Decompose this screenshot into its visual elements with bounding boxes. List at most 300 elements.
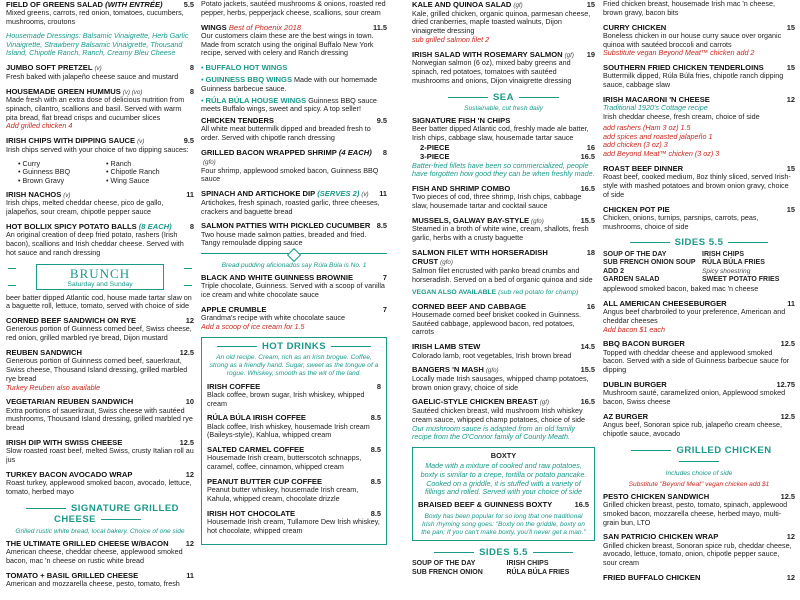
item-price: 8.5 <box>370 445 381 455</box>
menu-item <box>412 216 595 243</box>
wings-award: Best of Phoenix 2018 <box>228 22 302 32</box>
sauce-option: • Curry <box>18 160 106 169</box>
item-description: Artichokes, fresh spinach, roasted garlic, three cheeses, crackers and baguette bread <box>201 197 380 216</box>
item-price: 11 <box>787 298 795 308</box>
item-name-text: IRISH DIP WITH SWISS CHEESE <box>6 437 123 447</box>
item-name-text: CURRY CHICKEN <box>603 22 667 32</box>
land-list <box>412 302 595 442</box>
divider <box>101 519 141 520</box>
diet-badge: (v) <box>137 138 145 146</box>
starters-list <box>6 0 194 155</box>
menu-column-1 <box>6 0 194 600</box>
item-price: 8.5 <box>370 476 381 486</box>
item-addon: Add grilled chicken 4 <box>6 121 73 131</box>
fish-size-price: 16 <box>586 143 595 153</box>
item-name <box>412 248 583 267</box>
item-name-text: HOUSEMADE GREEN HUMMUS <box>6 86 121 96</box>
divider <box>448 97 488 98</box>
item-description: All white meat buttermilk dipped and breaded fresh to order. Served with chipotle ranch dressing <box>201 124 371 143</box>
sides-heading <box>412 547 595 559</box>
sides-title: SIDES 5.5 <box>674 237 724 249</box>
item-name-text: PEANUT BUTTER CUP COFFEE <box>207 476 323 486</box>
sea-title: SEA <box>492 91 515 103</box>
entree-list-continued <box>603 164 795 231</box>
divider <box>631 450 671 451</box>
item-price: 16 <box>586 301 595 311</box>
item-description: Made fresh with an extra dose of delicious nutrition from spinach, cilantro, scallions and basil. Served with warm pita bread, flat bread crisps and cucumber slices <box>6 95 185 122</box>
wing-type-description: Guinness BBQ sauce meets Buffalo wings, sweet and spicy. A top seller! <box>201 95 377 114</box>
item-name-text: SPINACH AND ARTICHOKE DIP <box>201 189 316 199</box>
vegan-note-label: VEGAN ALSO AVAILABLE <box>412 289 497 297</box>
diet-badge: (v) <box>94 65 102 73</box>
menu-item <box>207 382 381 409</box>
sea-list <box>412 184 595 284</box>
sauce-option: • Brown Gravy <box>18 177 106 186</box>
item-description: Roast turkey, applewood smoked bacon, avocado, lettuce, tomato, herbed mayo <box>6 478 192 496</box>
item-note: Traditional 1920's Cottage recipe <box>603 103 708 113</box>
grilled-chicken-note: Substitute "Beyond Meat" vegan chicken add $1 <box>628 480 770 488</box>
item-price: 10 <box>185 397 194 407</box>
brunch-banner <box>6 264 194 292</box>
side-item <box>603 259 696 276</box>
item-addon: sub grilled salmon filet 2 <box>412 34 490 44</box>
item-name-text: SAN PATRICIO CHICKEN WRAP <box>603 532 719 542</box>
hot-drinks-subtitle: An old recipe. Cream, rich as an Irish brogue. Coffee, strong as a friendly hand. Sugar, sweet as the tongue of a rogue. Whiskey, smooth as the wit of the land. <box>209 354 379 378</box>
sides-list <box>603 251 795 285</box>
sides-list <box>412 560 595 577</box>
menu-item <box>412 184 595 211</box>
menu-item <box>412 397 595 442</box>
item-description: An original creation of deep fried potato, rashers (Irish bacon), scallions and Irish cheddar cheese. Served with hot sauce and ranch dressing <box>6 230 184 257</box>
item-name-text: CORNED BEEF AND CABBAGE <box>412 301 527 311</box>
item-price: 12 <box>786 573 795 583</box>
item-name <box>201 148 379 167</box>
item-name-text: APPLE CRUMBLE <box>201 305 267 315</box>
item-row <box>418 500 589 509</box>
divider <box>519 97 559 98</box>
hot-drinks-list <box>207 382 381 536</box>
item-addon: Add bacon $1 each <box>603 324 665 334</box>
item-price: 12 <box>786 532 795 542</box>
wing-type-name: BUFFALO HOT WINGS <box>205 63 288 73</box>
boxty-description: Made with a mixture of cooked and raw potatoes, boxty is similar to a crepe, tortilla or potato pancake. Cooked on a griddle, it is stuffed with a variety of fillings and rolled. Served with your choice of side <box>420 461 587 497</box>
brunch-band <box>36 264 164 290</box>
item-description: Black coffee, brown sugar, Irish whiskey, whipped cream <box>207 389 365 408</box>
item-portion: (4 EACH) <box>338 147 372 157</box>
menu-item <box>603 380 795 407</box>
wing-bullet: • <box>201 74 206 84</box>
item-price: 8 <box>189 63 194 73</box>
item-description: Housemade Irish cream, Tullamore Dew Irish whiskey, hot chocolate, whipped cream <box>207 517 380 535</box>
item-row <box>412 248 595 267</box>
wing-type <box>201 63 387 73</box>
item-name-text: THE ULTIMATE GRILLED CHEESE W/BACON <box>6 538 169 548</box>
item-name-text: SALMON FILET WITH HORSERADISH CRUST <box>412 248 548 267</box>
item-price: 11 <box>379 189 387 199</box>
side-item: RÚLA BÚLA FRIES <box>506 568 570 576</box>
item-name <box>603 573 700 582</box>
grilled-cheese-list <box>6 539 194 589</box>
item-description: Irish chips, melted cheddar cheese, pico de gallo, jalapeños, sour cream, chipotle pepper sauce <box>6 198 164 217</box>
sauce-option: • Ranch <box>106 160 194 169</box>
sea-heading <box>412 92 595 104</box>
item-price: 7 <box>382 305 387 315</box>
menu-item <box>603 0 795 18</box>
item-addon: Add a scoop of ice cream for 1.5 <box>201 322 305 332</box>
item-description: Triple chocolate, Guinness. Served with a scoop of vanilla ice cream and white chocolate sauce <box>201 281 385 300</box>
item-price: 15 <box>786 163 795 173</box>
divider <box>728 242 768 243</box>
side-name: GARDEN SALAD <box>603 276 660 284</box>
divider <box>630 242 670 243</box>
diet-badge: (gf) <box>564 51 574 59</box>
side-item <box>702 259 795 276</box>
diet-badge: (gfo) <box>440 259 453 267</box>
item-price: 15 <box>786 22 795 32</box>
item-price: 15 <box>786 204 795 214</box>
item-price: 12 <box>185 469 194 479</box>
sauce-option: • Guinness BBQ <box>18 168 106 177</box>
salad-list <box>412 0 595 86</box>
item-description: Peanut butter whiskey, housemade Irish cream, Kahula, whipped cream, chocolate drizzle <box>207 485 359 503</box>
item-description: Angus beef, Sonoran spice rub, jalapeño cream cheese, chipotle sauce, avocado <box>603 420 783 438</box>
item-name-text: BLACK AND WHITE GUINNESS BROWNIE <box>201 273 354 283</box>
side-item: SOUP OF THE DAY <box>412 560 476 568</box>
item-description: Locally made Irish sausages, whipped champ potatoes, brown onion gravy, choice of side <box>412 373 589 392</box>
item-description: Extra portions of sauerkraut, Swiss cheese with sautéed mushrooms, Thousand Island dressing, grilled marbled rye bread <box>6 405 193 433</box>
menu-item <box>412 248 595 284</box>
item-name-text: JUMBO SOFT PRETZEL <box>6 63 93 73</box>
item-name-text: IRISH MACARONI 'N CHEESE <box>603 94 710 104</box>
item-description: Housemade Irish cream, butterscotch schnapps, caramel, coffee, cinnamon, whipped cream <box>207 453 362 472</box>
diet-badge: (gfo) <box>485 367 499 375</box>
divider <box>434 552 474 553</box>
brunch-title: BRUNCH <box>69 265 131 281</box>
menu-item <box>201 189 387 216</box>
item-description: Grandma's recipe with white chocolate sauce <box>201 313 345 323</box>
boxty-box <box>412 447 595 541</box>
item-description: Fresh baked with jalapeño cheese sauce and mustard <box>6 71 179 81</box>
menu-column-4 <box>603 0 795 600</box>
menu-item <box>201 221 387 248</box>
menu-item <box>207 445 381 472</box>
menu-item <box>412 365 595 392</box>
side-item <box>603 251 696 260</box>
item-description: Housemade corned beef brisket cooked in Guinness. Sautéed cabbage, applewood bacon, red potatoes, carrots <box>412 309 582 337</box>
item-name-text: MUSSELS, GALWAY BAY-STYLE <box>412 215 530 225</box>
side-description: Spicy shoestring <box>702 267 751 275</box>
wing-bullet: • <box>201 95 206 105</box>
fish-size-label: 3-PIECE <box>420 152 450 162</box>
boxty-note: Boxty has been popular for so long that one traditional Irish rhyming song goes: "Boxty on the griddle, boxty on the pan; If you can't make boxty, you'll never get a man." <box>421 512 586 536</box>
item-portion: (WITH ENTRÉE) <box>105 0 163 9</box>
item-name-text: GAELIC-STYLE CHICKEN BREAST <box>412 397 538 407</box>
dessert-divider <box>201 253 387 259</box>
item-name-text: FIELD OF GREENS SALAD <box>6 0 104 9</box>
item-addon: Turkey Reuben also available <box>6 382 101 392</box>
item-name-text: SALMON PATTIES WITH PICKLED CUCUMBER <box>201 221 371 231</box>
item-name-text: FRIED BUFFALO CHICKEN <box>603 573 701 583</box>
item-name: SIGNATURE FISH 'N CHIPS <box>412 116 511 126</box>
item-description: Norwegian salmon (6 oz), mixed baby greens and spinach, red potatoes, tomatoes with sautéed mushrooms and onions, Dijon vinaigrette dressing <box>412 58 572 85</box>
menu-item <box>603 164 795 200</box>
item-price: 12 <box>185 538 194 548</box>
item-name-text: GRILLED BACON WRAPPED SHRIMP <box>201 147 337 157</box>
grilled-chicken-title: GRILLED CHICKEN <box>676 444 772 456</box>
hot-drinks-box <box>201 337 387 545</box>
item-price: 12 <box>185 316 194 326</box>
item-price: 12 <box>786 94 795 104</box>
fish-size-row <box>420 143 595 152</box>
item-row <box>603 573 795 582</box>
side-name: SUB FRENCH ONION SOUP ADD 2 <box>603 259 696 275</box>
diet-badge: (v) (vo) <box>122 88 143 96</box>
side-name: SWEET POTATO FRIES <box>702 276 780 284</box>
item-description: American cheese, cheddar cheese, applewood smoked bacon, mac 'n cheese on rustic white bread <box>6 547 183 565</box>
item-name-text: IRISH COFFEE <box>207 381 261 391</box>
item-price: 7 <box>382 273 387 283</box>
item-name-text: CHICKEN TENDERS <box>201 116 274 126</box>
menu-item <box>207 509 381 536</box>
item-description: Fried chicken breast, housemade Irish mac 'n cheese, brown gravy, bacon bits <box>603 0 775 17</box>
item-description: Chicken, onions, turnips, parsnips, carrots, peas, mushrooms, choice of side <box>603 212 759 231</box>
item-name-text: TOMATO + BASIL GRILLED CHEESE <box>6 570 139 580</box>
fish-size-price: 16.5 <box>580 152 595 162</box>
fish-note: Batter-fried fillets have been so commercialized, people have forgotten how good they can be when freshly made. <box>412 160 595 179</box>
grilled-chicken-heading <box>603 445 795 468</box>
mac-addon: add spices and roasted jalapeño 1 <box>603 131 713 141</box>
item-name-text: PESTO CHICKEN SANDWICH <box>603 491 710 501</box>
menu-item <box>201 116 387 143</box>
brunch-subtitle: Saturday and Sunday <box>67 281 133 289</box>
item-price: 8 <box>189 86 194 96</box>
item-name-text: ALL AMERICAN CHEESEBURGER <box>603 298 727 308</box>
menu-item <box>603 573 795 582</box>
menu-item <box>201 148 387 184</box>
divider <box>26 508 66 509</box>
item-name-text: ROAST BEEF DINNER <box>603 163 684 173</box>
item-name-text: IRISH SALAD WITH ROSEMARY SALMON <box>412 49 563 59</box>
brunch-list <box>6 294 194 497</box>
grilled-cheese-title: SIGNATURE GRILLED CHEESE <box>53 502 180 526</box>
item-price: 16.5 <box>580 184 595 194</box>
item-name-text: TURKEY BACON AVOCADO WRAP <box>6 469 133 479</box>
item-description: Colorado lamb, root vegetables, Irish brown bread <box>412 350 572 360</box>
appetizer-list <box>201 116 387 248</box>
wing-bullet: • <box>201 63 206 73</box>
item-description: Mixed greens, carrots, red onion, tomatoes, cucumbers, mushrooms, croutons <box>6 8 184 27</box>
menu-item <box>6 136 194 154</box>
menu-item <box>603 205 795 232</box>
sides-extra: applewood smoked bacon, baked mac 'n cheese <box>603 284 759 294</box>
menu-item <box>412 0 595 45</box>
menu-item <box>603 95 795 122</box>
item-price: 12.5 <box>179 347 194 357</box>
sea-subtitle: Sustainable, cut fresh daily <box>464 105 543 113</box>
menu-item <box>207 477 381 504</box>
vegan-note <box>412 289 595 297</box>
diet-badge: (gf) <box>539 399 550 407</box>
item-description: Beer batter dipped Atlantic cod, freshly made ale batter, Irish chips, cabbage slaw, housemade tartar sauce <box>412 124 589 143</box>
menu-item <box>207 413 381 440</box>
menu-item <box>6 0 194 27</box>
fish-size-list <box>412 143 595 162</box>
menu-item <box>603 412 795 439</box>
wing-type-name: GUINNESS BBQ WINGS <box>205 74 293 84</box>
item-row <box>201 148 387 167</box>
item-name-text: IRISH NACHOS <box>6 189 62 199</box>
wing-types-list <box>201 63 387 114</box>
wings-name: WINGS <box>201 22 227 32</box>
menu-item <box>6 190 194 217</box>
sauce-option: • Wing Sauce <box>106 177 194 186</box>
item-description: Irish cheddar cheese, fresh cream, choice of side <box>603 112 760 121</box>
menu-item <box>6 63 194 81</box>
item-note: Housemade Dressings: Balsamic Vinaigrette, Herb Garlic Vinaigrette, Strawberry Balsamic Vinaigrette, Thousand Island, Chipotle Ranch, Ranch, Creamy Bleu Cheese <box>6 30 189 58</box>
sides-title: SIDES 5.5 <box>479 546 528 558</box>
sides-heading <box>603 237 795 249</box>
menu-item <box>6 348 194 392</box>
item-name-text: HOT BOLLIX SPICY POTATO BALLS <box>6 222 137 231</box>
item-price: 15 <box>786 63 795 73</box>
item-name-text: CHICKEN POT PIE <box>603 204 670 214</box>
menu-item <box>6 571 194 589</box>
diet-badge: (v) <box>361 191 369 199</box>
item-price: 8 <box>189 222 194 231</box>
fish-size-label: 2-PIECE <box>420 143 450 153</box>
item-description: Mushroom sauté, caramelized onion, Applewood smoked bacon, Swiss cheese <box>603 388 786 407</box>
item-price: 16.5 <box>580 397 595 407</box>
item-name-text: SALTED CARMEL COFFEE <box>207 445 305 455</box>
item-description: Kale, grilled chicken, organic quinoa, parmesan cheese, dried cranberries, maple toasted walnuts, Dijon vinaigrette dressing <box>412 8 591 36</box>
item-price: 8 <box>376 381 381 391</box>
divider <box>533 552 573 553</box>
diet-badge: (gf) <box>513 2 523 9</box>
menu-item <box>6 539 194 566</box>
menu-item <box>6 294 194 312</box>
pudding-note: Bread pudding aficionados say Rúla Búla is No. 1 <box>221 262 367 270</box>
menu-item-wings <box>201 23 387 59</box>
item-name-text: CORNED BEEF SANDWICH ON RYE <box>6 316 137 326</box>
starters-list-continued <box>6 190 194 258</box>
item-description: Irish chips served with your choice of two dipping sauces: <box>6 144 189 154</box>
item-description: Salmon filet encrusted with panko bread crumbs and horseradish. Served on a bed of organic quinoa and side <box>412 265 593 284</box>
side-item: IRISH CHIPS <box>506 560 549 568</box>
diet-badge: (gfo) <box>531 217 544 225</box>
menu-column-2 <box>201 0 387 600</box>
item-price: 15.5 <box>580 215 595 225</box>
item-price: 14.5 <box>580 342 595 352</box>
item-price: 11 <box>186 570 194 580</box>
item-name-text: IRISH CHIPS WITH DIPPING SAUCE <box>6 136 136 146</box>
menu-column-3 <box>412 0 595 600</box>
item-description: Generous portion of Guinness corned beef, Swiss cheese, red onion, grilled marbled rye bread, Dijon mustard <box>6 324 192 343</box>
menu-item <box>603 63 795 90</box>
menu-item <box>6 87 194 132</box>
sauce-option: • Chipotle Ranch <box>106 168 194 177</box>
menu-item <box>412 342 595 360</box>
item-price: 16.5 <box>574 500 589 510</box>
wing-type-name: RÚLA BÚLA HOUSE WINGS <box>205 95 307 105</box>
hot-drinks-title: HOT DRINKS <box>261 340 327 352</box>
item-description: beer batter dipped Atlantic cod, house made tartar slaw on a baguette roll, lettuce, tomato, served with choice of side <box>6 292 192 311</box>
menu-item <box>6 316 194 343</box>
item-price: 5.5 <box>183 0 194 9</box>
item-name-text: IRISH LAMB STEW <box>412 342 481 352</box>
item-price: 15 <box>586 0 595 9</box>
banner-ornament <box>8 268 16 286</box>
grilled-cheese-subtitle: Grilled rustic white bread, local bakery. Choice of one side <box>15 527 185 535</box>
item-name-text: BBQ BACON BURGER <box>603 339 685 349</box>
item-description: Buttermilk dipped, Rúla Búla fries, chipotle ranch dipping sauce, cabbage slaw <box>603 71 784 90</box>
item-description: Boneless chicken in our house curry sauce over organic quinoa with sautéed broccoli and carrots <box>603 30 782 49</box>
mac-addon: add Beyond Meat™ chicken (3 oz) 3 <box>603 149 720 159</box>
item-price: 11.5 <box>373 22 387 32</box>
item-addon: Substitute vegan Beyond Meat™ chicken add 2 <box>603 48 755 58</box>
item-price: 8.5 <box>376 221 387 231</box>
item-description: Grilled chicken breast, Sonoran spice rub, cheddar cheese, avocado, lettuce, tomato, onion, chipotle pepper sauce, sour cream <box>603 540 792 568</box>
burger-list <box>603 299 795 439</box>
item-price: 8.5 <box>370 413 381 423</box>
item-price: 12.5 <box>780 491 795 501</box>
item-description: Steamed in a broth of white wine, cream, shallots, fresh garlic, herbs with a crusty baguette <box>412 224 589 243</box>
hot-drinks-heading <box>207 341 381 353</box>
divider <box>217 346 257 347</box>
wing-type <box>201 75 387 94</box>
divider <box>331 346 371 347</box>
grilled-chicken-list <box>603 492 795 582</box>
item-name: BRAISED BEEF & GUINNESS BOXTY <box>418 500 553 510</box>
vegan-note-detail: (sub red potato for champ) <box>498 289 579 297</box>
menu-item <box>412 302 595 338</box>
item-price: 12.75 <box>776 379 795 389</box>
side-item: SUB FRENCH ONION <box>412 568 483 576</box>
item-price: 11 <box>186 189 194 199</box>
item-name-text: SOUTHERN FRIED CHICKEN TENDERLOINS <box>603 63 764 73</box>
item-price: 9.5 <box>183 136 194 146</box>
item-description: Two pieces of cod, three shrimp, Irish chips, cabbage slaw, housemade tartar and cocktail sauce <box>412 192 582 211</box>
banner-ornament <box>184 268 192 286</box>
item-description: Topped with cheddar cheese and applewood smoked bacon. Served with a side of Guinness barbecue sauce for dipping <box>603 347 790 375</box>
menu-item <box>603 492 795 528</box>
menu-item <box>6 470 194 497</box>
item-price: 12.5 <box>780 411 795 421</box>
item-price: 12.5 <box>179 437 194 447</box>
menu-item <box>603 339 795 375</box>
item-portion: (8 EACH) <box>138 222 172 231</box>
item-price: 15.5 <box>580 365 595 375</box>
menu-item <box>201 0 387 18</box>
side-name: SOUP OF THE DAY <box>603 250 667 258</box>
item-description: Potato jackets, sautéed mushrooms & onions, roasted red pepper, herbs, pepperjack cheese, scallions, sour cream <box>201 0 386 17</box>
mac-addons <box>603 124 795 159</box>
item-price: 9.5 <box>376 116 387 126</box>
dipping-sauce-list <box>6 160 194 186</box>
side-name: RÚLA BÚLA FRIES <box>702 259 765 267</box>
boxty-title: BOXTY <box>490 451 517 461</box>
menu-item <box>6 438 194 465</box>
item-portion: (SERVES 2) <box>317 189 360 199</box>
item-name-text: IRISH HOT CHOCOLATE <box>207 508 296 518</box>
item-description: Our customers claim these are the best wings in town. Made from scratch using the original Buffalo New York recipe, served with celery and Ranch dressing <box>201 30 374 58</box>
menu-item <box>6 397 194 433</box>
item-price: 18 <box>586 248 595 258</box>
item-description: Roast beef, cooked medium, 8oz thinly sliced, served Irish-style with mashed potatoes and brown onion gravy, choice of side <box>603 172 791 199</box>
item-name-text: RÚLA BÚLA IRISH COFFEE <box>207 413 306 423</box>
mac-addon: add chicken (3 oz) 3 <box>603 140 668 150</box>
diet-badge: (v) <box>63 191 71 199</box>
menu-item <box>412 116 595 179</box>
